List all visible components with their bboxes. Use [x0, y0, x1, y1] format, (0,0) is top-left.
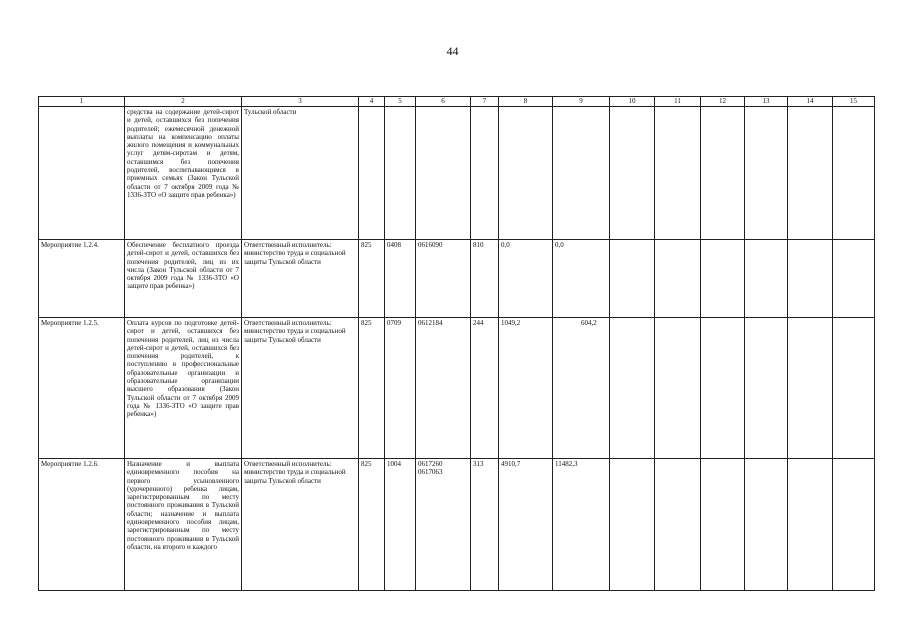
code-vr-cell [471, 107, 499, 240]
table-row [39, 459, 875, 591]
page-number: 44 [446, 44, 459, 58]
empty-cell [745, 240, 788, 318]
csr-code: 0617260 [418, 460, 443, 468]
empty-cell [655, 240, 701, 318]
executor-cell: Ответственный исполнитель: министерство труда и социальной защиты Тульской области [242, 318, 359, 459]
code-vr-cell: 810 [471, 240, 499, 318]
code-csr-cell [416, 240, 471, 318]
program-table [38, 96, 875, 591]
column-header: 4 [359, 97, 385, 107]
csr-code: 0617063 [418, 468, 443, 477]
code-gr-cell [359, 107, 385, 240]
empty-cell [610, 240, 655, 318]
executor-cell: Ответственный исполнитель: министерство труда и социальной защиты Тульской области [242, 240, 359, 318]
amount-col9-cell: 0,0 [553, 240, 610, 318]
empty-cell [610, 318, 655, 459]
event-name-cell: Мероприятие 1.2.6. [39, 459, 125, 591]
code-rzpr-cell: 0408 [385, 240, 416, 318]
csr-code: 0612184 [418, 319, 443, 327]
empty-cell [701, 240, 745, 318]
table-row [39, 240, 875, 318]
empty-cell [655, 107, 701, 240]
column-header: 13 [745, 97, 788, 107]
amount-col8-cell: 1049,2 [499, 318, 553, 459]
code-rzpr-cell [385, 107, 416, 240]
column-header: 14 [788, 97, 833, 107]
event-description-cell: Обеспечение бесплатного проезда детей-сирот и детей, оставшихся без попечения родителей, лиц из их числа (Закон Тульской области от 7 октября 2009 года № 1336-ЗТО «О защите прав ребенка») [125, 240, 242, 318]
column-header: 6 [416, 97, 471, 107]
empty-cell [833, 240, 875, 318]
column-header: 8 [499, 97, 553, 107]
column-header: 12 [701, 97, 745, 107]
code-rzpr-cell: 0709 [385, 318, 416, 459]
empty-cell [788, 318, 833, 459]
empty-cell [701, 107, 745, 240]
column-header: 5 [385, 97, 416, 107]
column-header: 3 [242, 97, 359, 107]
empty-cell [701, 459, 745, 591]
event-description-cell: средства на содержание детей-сирот и детей, оставшихся без попечения родителей; ежемесячной денежной выплаты на компенсацию оплаты жилого помещения и коммунальных услуг детям-сиротам и детям, оставшимся без попечения родителей, воспитывающимся в приемных семьях (Закон Тульской области от 7 октября 2009 года № 1336-ЗТО «О защите прав ребенка») [125, 107, 242, 240]
table-row [39, 107, 875, 240]
header-row [39, 97, 875, 107]
event-name-cell: Мероприятие 1.2.4. [39, 240, 125, 318]
column-header: 2 [125, 97, 242, 107]
empty-cell [610, 107, 655, 240]
amount-col8-cell: 0,0 [499, 240, 553, 318]
csr-code: 0616090 [418, 241, 443, 249]
column-header: 7 [471, 97, 499, 107]
code-rzpr-cell: 1004 [385, 459, 416, 591]
code-vr-cell: 313 [471, 459, 499, 591]
empty-cell [745, 318, 788, 459]
code-csr-cell [416, 318, 471, 459]
amount-col9-cell [553, 107, 610, 240]
event-description-cell: Оплата курсов по подготовке детей-сирот и детей, оставшихся без попечения родителей, лиц из числа детей-сирот и детей, оставшихся без попечения родителей, к поступлению в профессиональные образовательные организации и образовательные организации высшего образования (Закон Тульской области от 7 октября 2009 года № 1336-ЗТО «О защите прав ребенка») [125, 318, 242, 459]
event-name-cell: Мероприятие 1.2.5. [39, 318, 125, 459]
code-gr-cell: 825 [359, 459, 385, 591]
code-gr-cell: 825 [359, 318, 385, 459]
empty-cell [788, 459, 833, 591]
amount-col8-cell [499, 107, 553, 240]
executor-cell: Тульской области [242, 107, 359, 240]
empty-cell [788, 240, 833, 318]
amount-col8-cell: 4910,7 [499, 459, 553, 591]
event-description-cell: Назначение и выплата единовременного пособия на первого усыновленного (удочеренного) ребенка лицам, зарегистрированным по месту постоянного проживания в Тульской области; назначение и выплата единовременного пособия лицам, зарегистрированным по месту постоянного проживания в Тульской области, на второго и каждого [125, 459, 242, 591]
column-header: 9 [553, 97, 610, 107]
code-gr-cell: 825 [359, 240, 385, 318]
executor-cell: Ответственный исполнитель: министерство труда и социальной защиты Тульской области [242, 459, 359, 591]
empty-cell [655, 459, 701, 591]
column-header: 15 [833, 97, 875, 107]
event-name-cell [39, 107, 125, 240]
table-row [39, 318, 875, 459]
empty-cell [833, 318, 875, 459]
empty-cell [833, 459, 875, 591]
empty-cell [788, 107, 833, 240]
empty-cell [745, 459, 788, 591]
empty-cell [745, 107, 788, 240]
column-header: 11 [655, 97, 701, 107]
column-header: 1 [39, 97, 125, 107]
empty-cell [833, 107, 875, 240]
code-csr-cell [416, 107, 471, 240]
empty-cell [655, 318, 701, 459]
code-csr-cell [416, 459, 471, 591]
code-vr-cell: 244 [471, 318, 499, 459]
column-header: 10 [610, 97, 655, 107]
amount-col9-cell: 604,2 [553, 318, 610, 459]
amount-col9-cell: 11482,3 [553, 459, 610, 591]
empty-cell [701, 318, 745, 459]
empty-cell [610, 459, 655, 591]
